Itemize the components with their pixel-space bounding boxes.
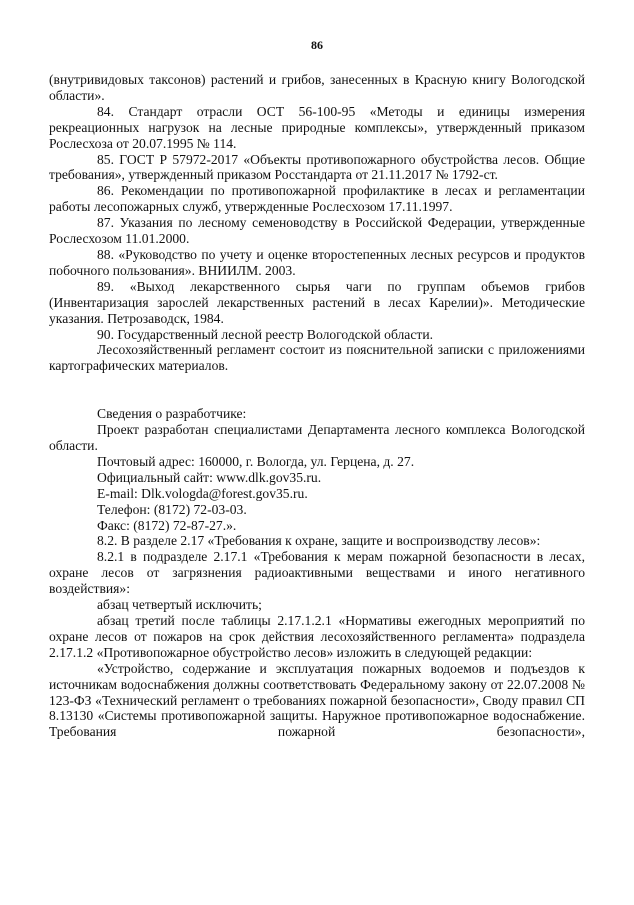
developer-heading: Сведения о разработчике: [97, 406, 247, 422]
reference-item: 85. ГОСТ Р 57972-2017 «Объекты противопожарного обустройства лесов. Общие требования», утвержденный приказом Росстандарта от 21.11.2017 № 1792-ст. [49, 151, 585, 183]
references-list [49, 72, 585, 374]
paragraph: абзац четвертый исключить; [97, 597, 262, 613]
spacer [49, 374, 585, 390]
spacer [49, 390, 585, 406]
developer-info [49, 406, 585, 740]
paragraph: 8.2. В разделе 2.17 «Требования к охране, защите и воспроизводству лесов»: [97, 533, 541, 549]
postal-address: Почтовый адрес: 160000, г. Вологда, ул. Герцена, д. 27. [97, 453, 415, 469]
page-number: 86 [311, 38, 323, 52]
reference-item: 90. Государственный лесной реестр Вологодской области. [97, 326, 433, 342]
paragraph: Лесохозяйственный регламент состоит из пояснительной записки с приложениями картографических материалов. [49, 342, 585, 374]
paragraph: Проект разработан специалистами Департамента лесного комплекса Вологодской области. [49, 422, 585, 454]
phone: Телефон: (8172) 72-03-03. [97, 501, 247, 517]
reference-item: 88. «Руководство по учету и оценке второстепенных лесных ресурсов и продуктов побочного пользования». ВНИИЛМ. 2003. [49, 246, 585, 278]
paragraph: «Устройство, содержание и эксплуатация пожарных водоемов и подъездов к источникам водоснабжения должны соответствовать Федеральному закону от 22.07.2008 № 123-ФЗ «Технический регламент о требованиях пожарной безопасности», Своду правил СП 8.13130 «Системы противопожарной защиты. Наружное противопожарное водоснабжение. Требования пожарной безопасности», [49, 660, 585, 740]
website: Официальный сайт: www.dlk.gov35.ru. [97, 469, 322, 485]
document-body [49, 72, 585, 740]
paragraph: 8.2.1 в подразделе 2.17.1 «Требования к мерам пожарной безопасности в лесах, охране лесов от загрязнения радиоактивными веществами и иного негативного воздействия»: [49, 549, 585, 597]
reference-item: 87. Указания по лесному семеноводству в Российской Федерации, утвержденные Рослесхозом 11.01.2000. [49, 215, 585, 247]
reference-item: 86. Рекомендации по противопожарной профилактике в лесах и регламентации работы лесопожарных служб, утвержденные Рослесхозом 17.11.1997. [49, 183, 585, 215]
paragraph: абзац третий после таблицы 2.17.1.2.1 «Нормативы ежегодных мероприятий по охране лесов от пожаров на срок действия лесохозяйственного регламента» подраздела 2.17.1.2 «Противопожарное обустройство лесов» изложить в следующей редакции: [49, 613, 585, 660]
fax: Факс: (8172) 72-87-27.». [97, 517, 237, 533]
reference-item: 84. Стандарт отрасли ОСТ 56-100-95 «Методы и единицы измерения рекреационных нагрузок на лесные природные комплексы», утвержденный приказом Рослесхоза от 20.07.1995 № 114. [49, 103, 585, 151]
paragraph: (внутривидовых таксонов) растений и грибов, занесенных в Красную книгу Вологодской области». [49, 72, 585, 103]
email: E-mail: Dlk.vologda@forest.gov35.ru. [97, 485, 308, 501]
reference-item: 89. «Выход лекарственного сырья чаги по группам объемов грибов (Инвентаризация зарослей лекарственных растений в лесах Карелии)». Методические указания. Петрозаводск, 1984. [49, 278, 585, 326]
